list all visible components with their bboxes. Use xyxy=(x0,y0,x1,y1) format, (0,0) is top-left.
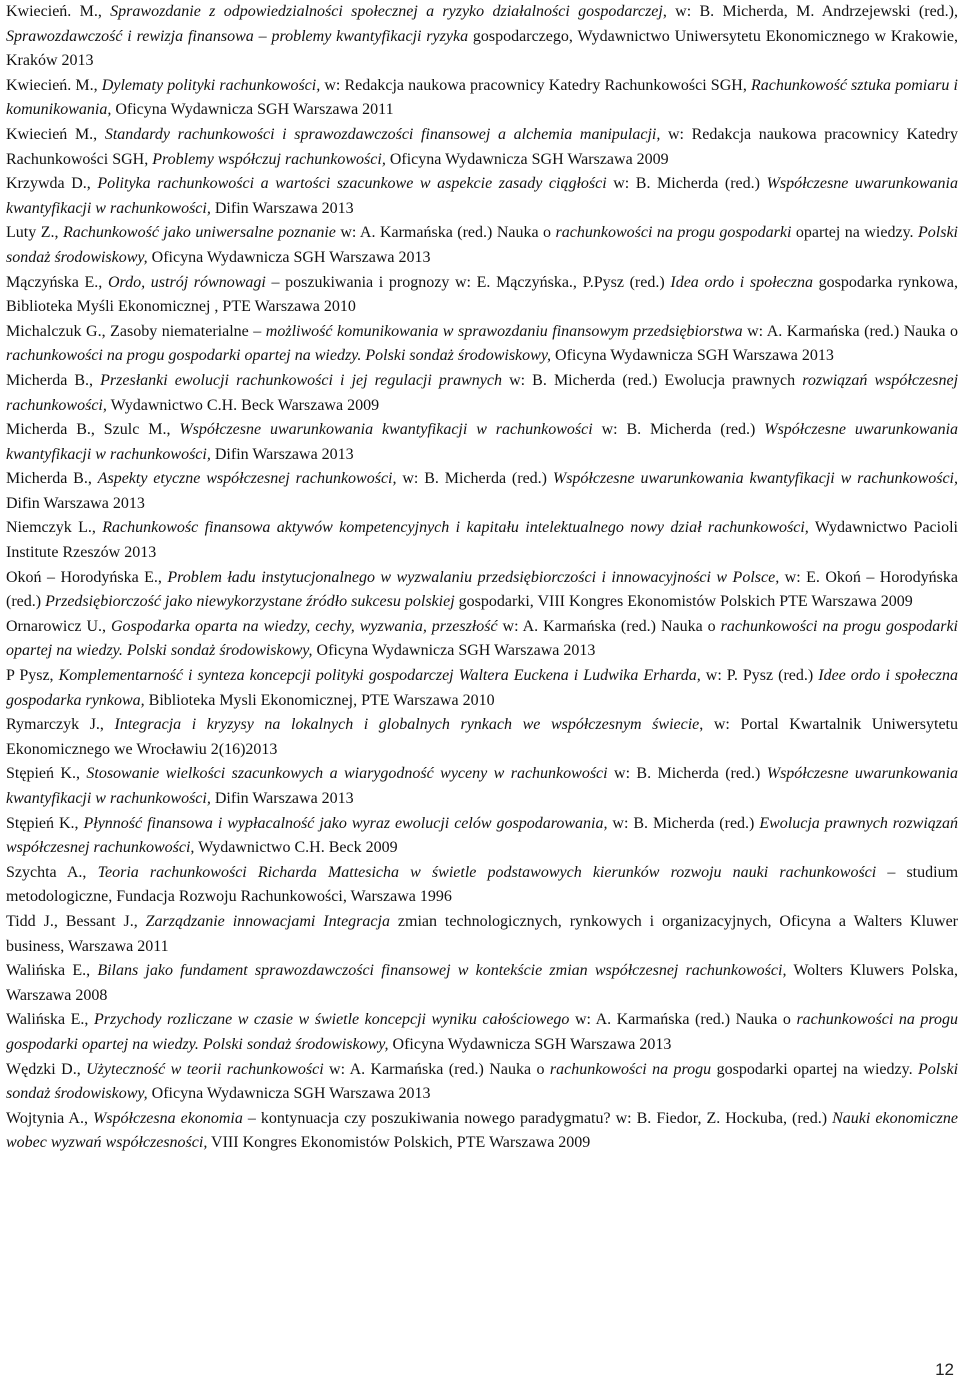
bibliography-entry xyxy=(6,713,958,762)
entry-title-italic: Idea ordo i społeczna xyxy=(670,273,813,291)
entry-text: Micherda B., xyxy=(6,371,101,389)
entry-title-italic: Przychody rozliczane w czasie w świetle koncepcji wyniku całościowego xyxy=(93,1011,570,1029)
entry-text: Rymarczyk J., xyxy=(6,716,115,734)
entry-text: w: A. Karmańska (red.) Nauka o xyxy=(497,617,721,635)
entry-text: w: B. Micherda (red.) Ewolucja prawnych xyxy=(502,371,803,389)
entry-title-italic: Nauki ekonomiczne wobec wyzwań współczesności, xyxy=(6,1109,958,1152)
bibliography-entry xyxy=(6,762,958,811)
entry-text: Oficyna Wydawnicza SGH Warszawa 2013 xyxy=(551,347,834,365)
entry-title-italic: Płynność finansowa i wypłacalność jako wyraz ewolucji celów gospodarowania, xyxy=(83,814,608,832)
entry-text: Walińska E., xyxy=(6,1011,94,1029)
entry-text: Wędzki D., xyxy=(6,1060,87,1078)
entry-text: Walińska E., xyxy=(6,962,98,980)
bibliography-entry xyxy=(6,1107,958,1156)
bibliography-entry xyxy=(6,1008,958,1057)
entry-text: Kwiecień. M., xyxy=(6,3,111,20)
page-number: 12 xyxy=(935,1360,954,1379)
bibliography-entry xyxy=(6,861,958,910)
entry-title-italic: Współczesne uwarunkowania kwantyfikacji w rachunkowości, xyxy=(6,175,958,217)
entry-title-italic: Rachunkowość sztuka pomiaru i komunikowania, xyxy=(6,76,958,119)
entry-text: – poszukiwania i prognozy w: E. Mączyńska., P.Pysz (red.) xyxy=(265,273,671,291)
entry-text: gospodarki, VIII Kongres Ekonomistów Polskich PTE Warszawa 2009 xyxy=(454,593,913,611)
entry-text: VIII Kongres Ekonomistów Polskich, PTE Warszawa 2009 xyxy=(207,1134,591,1152)
entry-text: – kontynuacja czy poszukiwania nowego paradygmatu? w: B. Fiedor, Z. Hockuba, (red.) xyxy=(242,1109,833,1127)
entry-text: Biblioteka Mysli Ekonomicznej, PTE Warszawa 2010 xyxy=(144,691,495,709)
entry-text: Kwiecień M., xyxy=(6,125,105,143)
bibliography-entry xyxy=(6,516,958,565)
entry-text: Difin Warszawa 2013 xyxy=(210,199,354,217)
entry-text: Micherda B., Szulc M., xyxy=(6,421,180,439)
entry-title-italic: Dylematy polityki rachunkowości, xyxy=(101,76,321,94)
entry-text: w: A. Karmańska (red.) Nauka o xyxy=(569,1011,797,1029)
entry-text: Ornarowicz U., xyxy=(6,617,111,635)
entry-text: opartej na wiedzy. xyxy=(791,224,918,242)
bibliography-entry xyxy=(6,812,958,861)
entry-title-italic: Przesłanki ewolucji rachunkowości i jej regulacji prawnych xyxy=(100,371,503,389)
entry-title-italic: Współczesna ekonomia xyxy=(92,1109,243,1127)
entry-text: P Pysz, xyxy=(6,667,59,685)
bibliography-entry xyxy=(6,221,958,270)
entry-text: Oficyna Wydawnicza SGH Warszawa 2013 xyxy=(147,1085,431,1103)
entry-text: Difin Warszawa 2013 xyxy=(210,790,354,807)
entry-text: w: Redakcja naukowa pracownicy Katedry Rachunkowości SGH, xyxy=(6,125,958,168)
bibliography-entry xyxy=(6,664,958,713)
entry-text: Oficyna Wydawnicza SGH Warszawa 2013 xyxy=(388,1035,672,1053)
entry-text: gospodarki opartej na wiedzy. xyxy=(711,1060,919,1078)
entry-text: Oficyna Wydawnicza SGH Warszawa 2011 xyxy=(111,101,394,119)
entry-text: Oficyna Wydawnicza SGH Warszawa 2013 xyxy=(147,248,431,266)
entry-title-italic: Przedsiębiorczość jako niewykorzystane źródło sukcesu polskiej xyxy=(45,593,455,611)
bibliography-entry xyxy=(6,172,958,221)
bibliography-entry xyxy=(6,74,958,123)
entry-text: Wojtynia A., xyxy=(6,1109,93,1127)
entry-text: w: A. Karmańska (red.) Nauka o xyxy=(335,224,556,242)
entry-text: Wolters Kluwers Polska, Warszawa 2008 xyxy=(6,962,958,1004)
entry-text: Okoń – Horodyńska E., xyxy=(6,568,168,586)
bibliography-list xyxy=(6,0,958,1156)
entry-text: Krzywda D., xyxy=(6,175,98,193)
bibliography-entry xyxy=(6,959,958,1008)
bibliography-entry xyxy=(6,0,958,74)
entry-text: Szychta A., xyxy=(6,863,98,881)
bibliography-entry xyxy=(6,566,958,615)
bibliography-entry xyxy=(6,320,958,369)
entry-title-italic: Aspekty etyczne współczesnej rachunkowości, xyxy=(97,470,397,488)
entry-title-italic: Bilans jako fundament sprawozdawczości finansowej w kontekście zmian współczesnej rachunkowości, xyxy=(97,962,787,980)
entry-title-italic: Komplementarność i synteza koncepcji polityki gospodarczej Waltera Euckena i Ludwika Erharda, xyxy=(58,667,701,685)
bibliography-entry xyxy=(6,271,958,320)
entry-text: w: P. Pysz (red.) xyxy=(700,667,819,685)
entry-text: Kwiecień. M., xyxy=(6,76,102,94)
entry-title-italic: Sprawozdanie z odpowiedzialności społecznej a ryzyko działalności gospodarczej xyxy=(110,3,663,20)
entry-title-italic: Gospodarka oparta na wiedzy, cechy, wyzwania, przeszłość xyxy=(110,617,498,635)
entry-title-italic: Polityka rachunkowości a wartości szacunkowe w aspekcie zasady ciągłości xyxy=(97,175,607,193)
entry-text: w: B. Micherda (red.) xyxy=(607,765,767,783)
entry-text: w: B. Micherda (red.) xyxy=(396,470,553,488)
entry-title-italic: Ordo, ustrój równowagi xyxy=(107,273,266,291)
entry-title-italic: rachunkowości na progu xyxy=(549,1060,712,1078)
entry-title-italic: Rachunkowość jako uniwersalne poznanie xyxy=(62,224,336,242)
entry-text: Stępień K., xyxy=(6,765,87,783)
bibliography-entry xyxy=(6,910,958,959)
entry-title-italic: możliwość komunikowania w sprawozdaniu finansowym przedsiębiorstwa xyxy=(265,322,743,340)
entry-title-italic: rozwiązań współczesnej rachunkowości, xyxy=(6,371,959,414)
entry-title-italic: Współczesne uwarunkowania kwantyfikacji w rachunkowości xyxy=(179,421,593,439)
entry-text: Michalczuk G., Zasoby niematerialne – xyxy=(6,322,266,340)
entry-text: w: B. Micherda (red.) xyxy=(607,814,760,832)
entry-title-italic: Współczesne uwarunkowania kwantyfikacji w rachunkowości, xyxy=(552,470,959,488)
entry-text: w: B. Micherda (red.) xyxy=(592,421,765,439)
entry-title-italic: Stosowanie wielkości szacunkowych a wiarygodność wyceny w rachunkowości xyxy=(86,765,608,783)
entry-text: Oficyna Wydawnicza SGH Warszawa 2013 xyxy=(312,642,596,660)
entry-title-italic: Integracja i kryzysy na lokalnych i globalnych rynkach we współczesnym świecie xyxy=(114,716,700,734)
entry-text: Difin Warszawa 2013 xyxy=(210,445,354,463)
entry-title-italic: Teoria rachunkowości Richarda Mattesicha w świetle podstawowych kierunków rozwoju nauki rachunkowości xyxy=(97,863,877,881)
entry-title-italic: Użyteczność w teorii rachunkowości xyxy=(86,1060,324,1078)
entry-title-italic: rachunkowości na progu gospodarki opartej na wiedzy. Polski sondaż środowiskowy, xyxy=(6,347,552,365)
entry-text: Tidd J., Bessant J., xyxy=(6,912,146,930)
entry-title-italic: Sprawozdawczość i rewizja finansowa – problemy kwantyfikacji ryzyka xyxy=(6,27,469,45)
entry-text: w: E. Okoń – Horodyńska (red.) xyxy=(6,568,958,611)
entry-text: Stępień K., xyxy=(6,814,84,832)
entry-text: w: Redakcja naukowa pracownicy Katedry Rachunkowości SGH, xyxy=(320,76,751,94)
entry-title-italic: Ewolucja prawnych rozwiązań współczesnej rachunkowości, xyxy=(6,814,959,857)
entry-title-italic: Rachunkowośc finansowa aktywów kompetencyjnych i kapitału intelektualnego nowy dział rachunkowości, xyxy=(102,519,809,537)
entry-text: , w: Portal Kwartalnik Uniwersytetu Ekonomicznego we Wrocławiu 2(16)2013 xyxy=(6,716,958,758)
bibliography-entry xyxy=(6,615,958,664)
entry-text: Mączyńska E., xyxy=(6,273,108,291)
document-page xyxy=(6,0,958,1388)
entry-text: gospodarczego, Wydawnictwo Uniwersytetu Ekonomicznego w Krakowie, Kraków 2013 xyxy=(6,27,959,70)
entry-title-italic: rachunkowości na progu gospodarki xyxy=(555,224,792,242)
entry-title-italic: Współczesne uwarunkowania kwantyfikacji w rachunkowości, xyxy=(6,421,959,463)
bibliography-entry xyxy=(6,123,958,172)
entry-title-italic: Standardy rachunkowości i sprawozdawczości finansowej a alchemia manipulacji, xyxy=(104,125,661,143)
bibliography-entry xyxy=(6,418,958,467)
entry-title-italic: Problem ładu instytucjonalnego w wyzwalaniu przedsiębiorczości i innowacyjności w Polsce, xyxy=(167,568,780,586)
entry-title-italic: Idee ordo i społeczna gospodarka rynkowa, xyxy=(6,667,958,709)
entry-text: Wydawnictwo C.H. Beck Warszawa 2009 xyxy=(106,396,380,414)
entry-text: zmian technologicznych, rynkowych i organizacyjnych, Oficyna a Walters Kluwer business, Warszawa 2011 xyxy=(6,912,958,955)
entry-text: Luty Z., xyxy=(6,224,63,242)
entry-text: Niemczyk L., xyxy=(6,519,103,537)
bibliography-entry xyxy=(6,467,958,516)
entry-text: Difin Warszawa 2013 xyxy=(6,494,145,512)
entry-text: Wydawnictwo C.H. Beck 2009 xyxy=(194,839,398,857)
entry-title-italic: Problemy współczuj rachunkowości, xyxy=(152,150,386,168)
entry-text: gospodarka rynkowa, Biblioteka Myśli Ekonomicznej , PTE Warszawa 2010 xyxy=(6,273,959,316)
entry-text: , w: B. Micherda, M. Andrzejewski (red.), xyxy=(662,3,959,20)
entry-title-italic: rachunkowości na progu gospodarki opartej na wiedzy. Polski sondaż środowiskowy, xyxy=(6,617,958,660)
entry-text: – studium metodologiczne, Fundacja Rozwoju Rachunkowości, Warszawa 1996 xyxy=(6,863,959,906)
entry-text: Wydawnictwo Pacioli Institute Rzeszów 2013 xyxy=(6,519,958,562)
entry-text: w: A. Karmańska (red.) Nauka o xyxy=(742,322,958,340)
entry-text: w: A. Karmańska (red.) Nauka o xyxy=(323,1060,550,1078)
entry-title-italic: Zarządzanie innowacjami Integracja xyxy=(145,912,390,930)
entry-title-italic: Polski sondaż środowiskowy, xyxy=(6,1060,959,1103)
entry-text: Oficyna Wydawnicza SGH Warszawa 2009 xyxy=(385,150,669,168)
bibliography-entry xyxy=(6,369,958,418)
bibliography-entry xyxy=(6,1058,958,1107)
entry-title-italic: Współczesne uwarunkowania kwantyfikacji w rachunkowości, xyxy=(6,765,959,807)
entry-title-italic: rachunkowości na progu gospodarki opartej na wiedzy. Polski sondaż środowiskowy, xyxy=(6,1011,959,1053)
entry-text: Micherda B., xyxy=(6,470,98,488)
entry-title-italic: Polski sondaż środowiskowy, xyxy=(6,224,958,266)
entry-text: w: B. Micherda (red.) xyxy=(606,175,767,193)
